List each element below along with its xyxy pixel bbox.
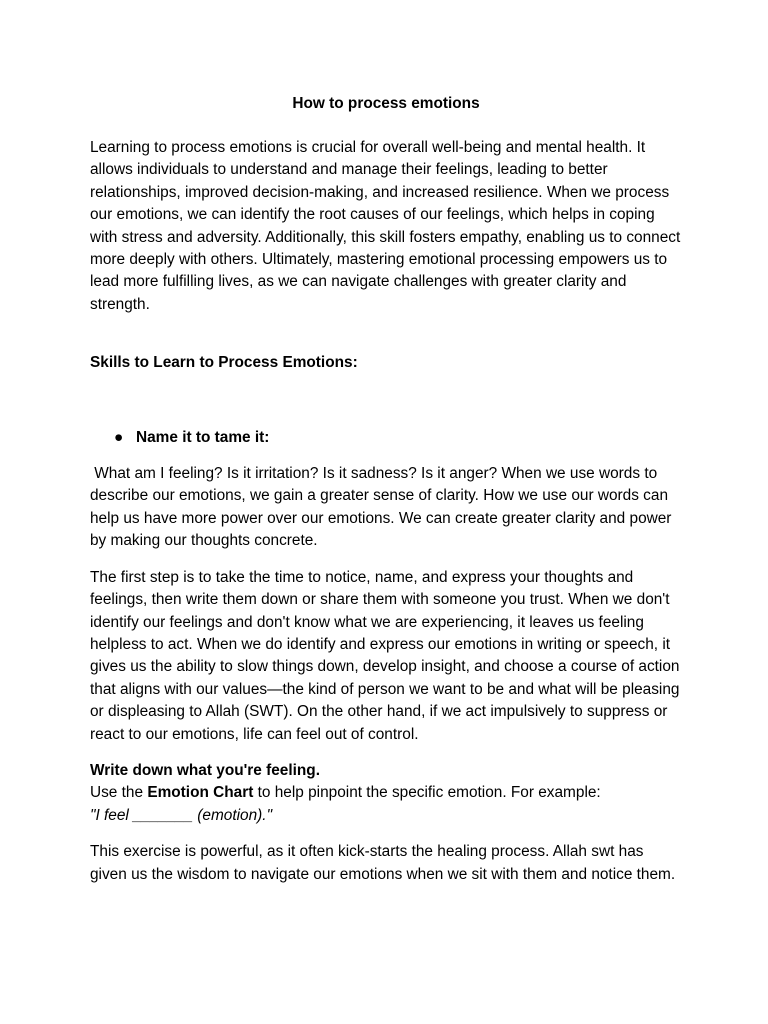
document-body xyxy=(90,93,682,886)
skills-heading: Skills to Learn to Process Emotions: xyxy=(90,354,358,372)
first-step-paragraph: The first step is to take the time to notice, name, and express your thoughts and feelings, then write them down or share them with someone you trust. When we don't identify our feelings and don't know what we are experiencing, it leaves us feeling helpless to act. When we do identify and express our emotions in writing or speech, it gives us the ability to slow things down, develop insight, and choose a course of action that aligns with our values—the kind of person we want to be and what will be pleasing or displeasing to Allah (SWT). On the other hand, if we act impulsively to suppress or react to our emotions, life can feel out of control. xyxy=(90,568,680,743)
skills-list-item xyxy=(90,427,682,449)
document-title: How to process emotions xyxy=(292,95,480,112)
bullet-dot-icon: ● xyxy=(114,428,124,446)
write-down-heading: Write down what you're feeling. xyxy=(90,761,320,779)
emotion-example: "I feel _______ (emotion)." xyxy=(90,806,273,824)
exercise-paragraph: This exercise is powerful, as it often kick-starts the healing process. Allah swt has given us the wisdom to navigate our emotions when we sit with them and notice them. xyxy=(90,843,676,883)
write-down-block xyxy=(90,760,682,827)
emotion-chart-line xyxy=(90,782,682,804)
skills-list xyxy=(90,427,682,449)
intro-paragraph: Learning to process emotions is crucial for overall well-being and mental health. It allows individuals to understand and manage their feelings, leading to better relationships, improved decision-making, and increased resilience. When we process our emotions, we can identify the root causes of our feelings, which helps in coping with stress and adversity. Additionally, this skill fosters empathy, enabling us to connect more deeply with others. Ultimately, mastering emotional processing empowers us to lead more fulfilling lives, as we can navigate challenges with greater clarity and strength. xyxy=(90,139,681,313)
emotion-chart-suffix: to help pinpoint the specific emotion. For example: xyxy=(253,784,601,802)
emotion-chart-prefix: Use the xyxy=(90,784,148,802)
skills-list-item-label: Name it to tame it: xyxy=(136,428,270,446)
emotion-chart-reference: Emotion Chart xyxy=(147,784,254,802)
name-it-paragraph: What am I feeling? Is it irritation? Is it sadness? Is it anger? When we use words to describe our emotions, we gain a greater sense of clarity. How we use our words can help us have more power over our emotions. We can create greater clarity and power by making our thoughts concrete. xyxy=(90,465,676,550)
